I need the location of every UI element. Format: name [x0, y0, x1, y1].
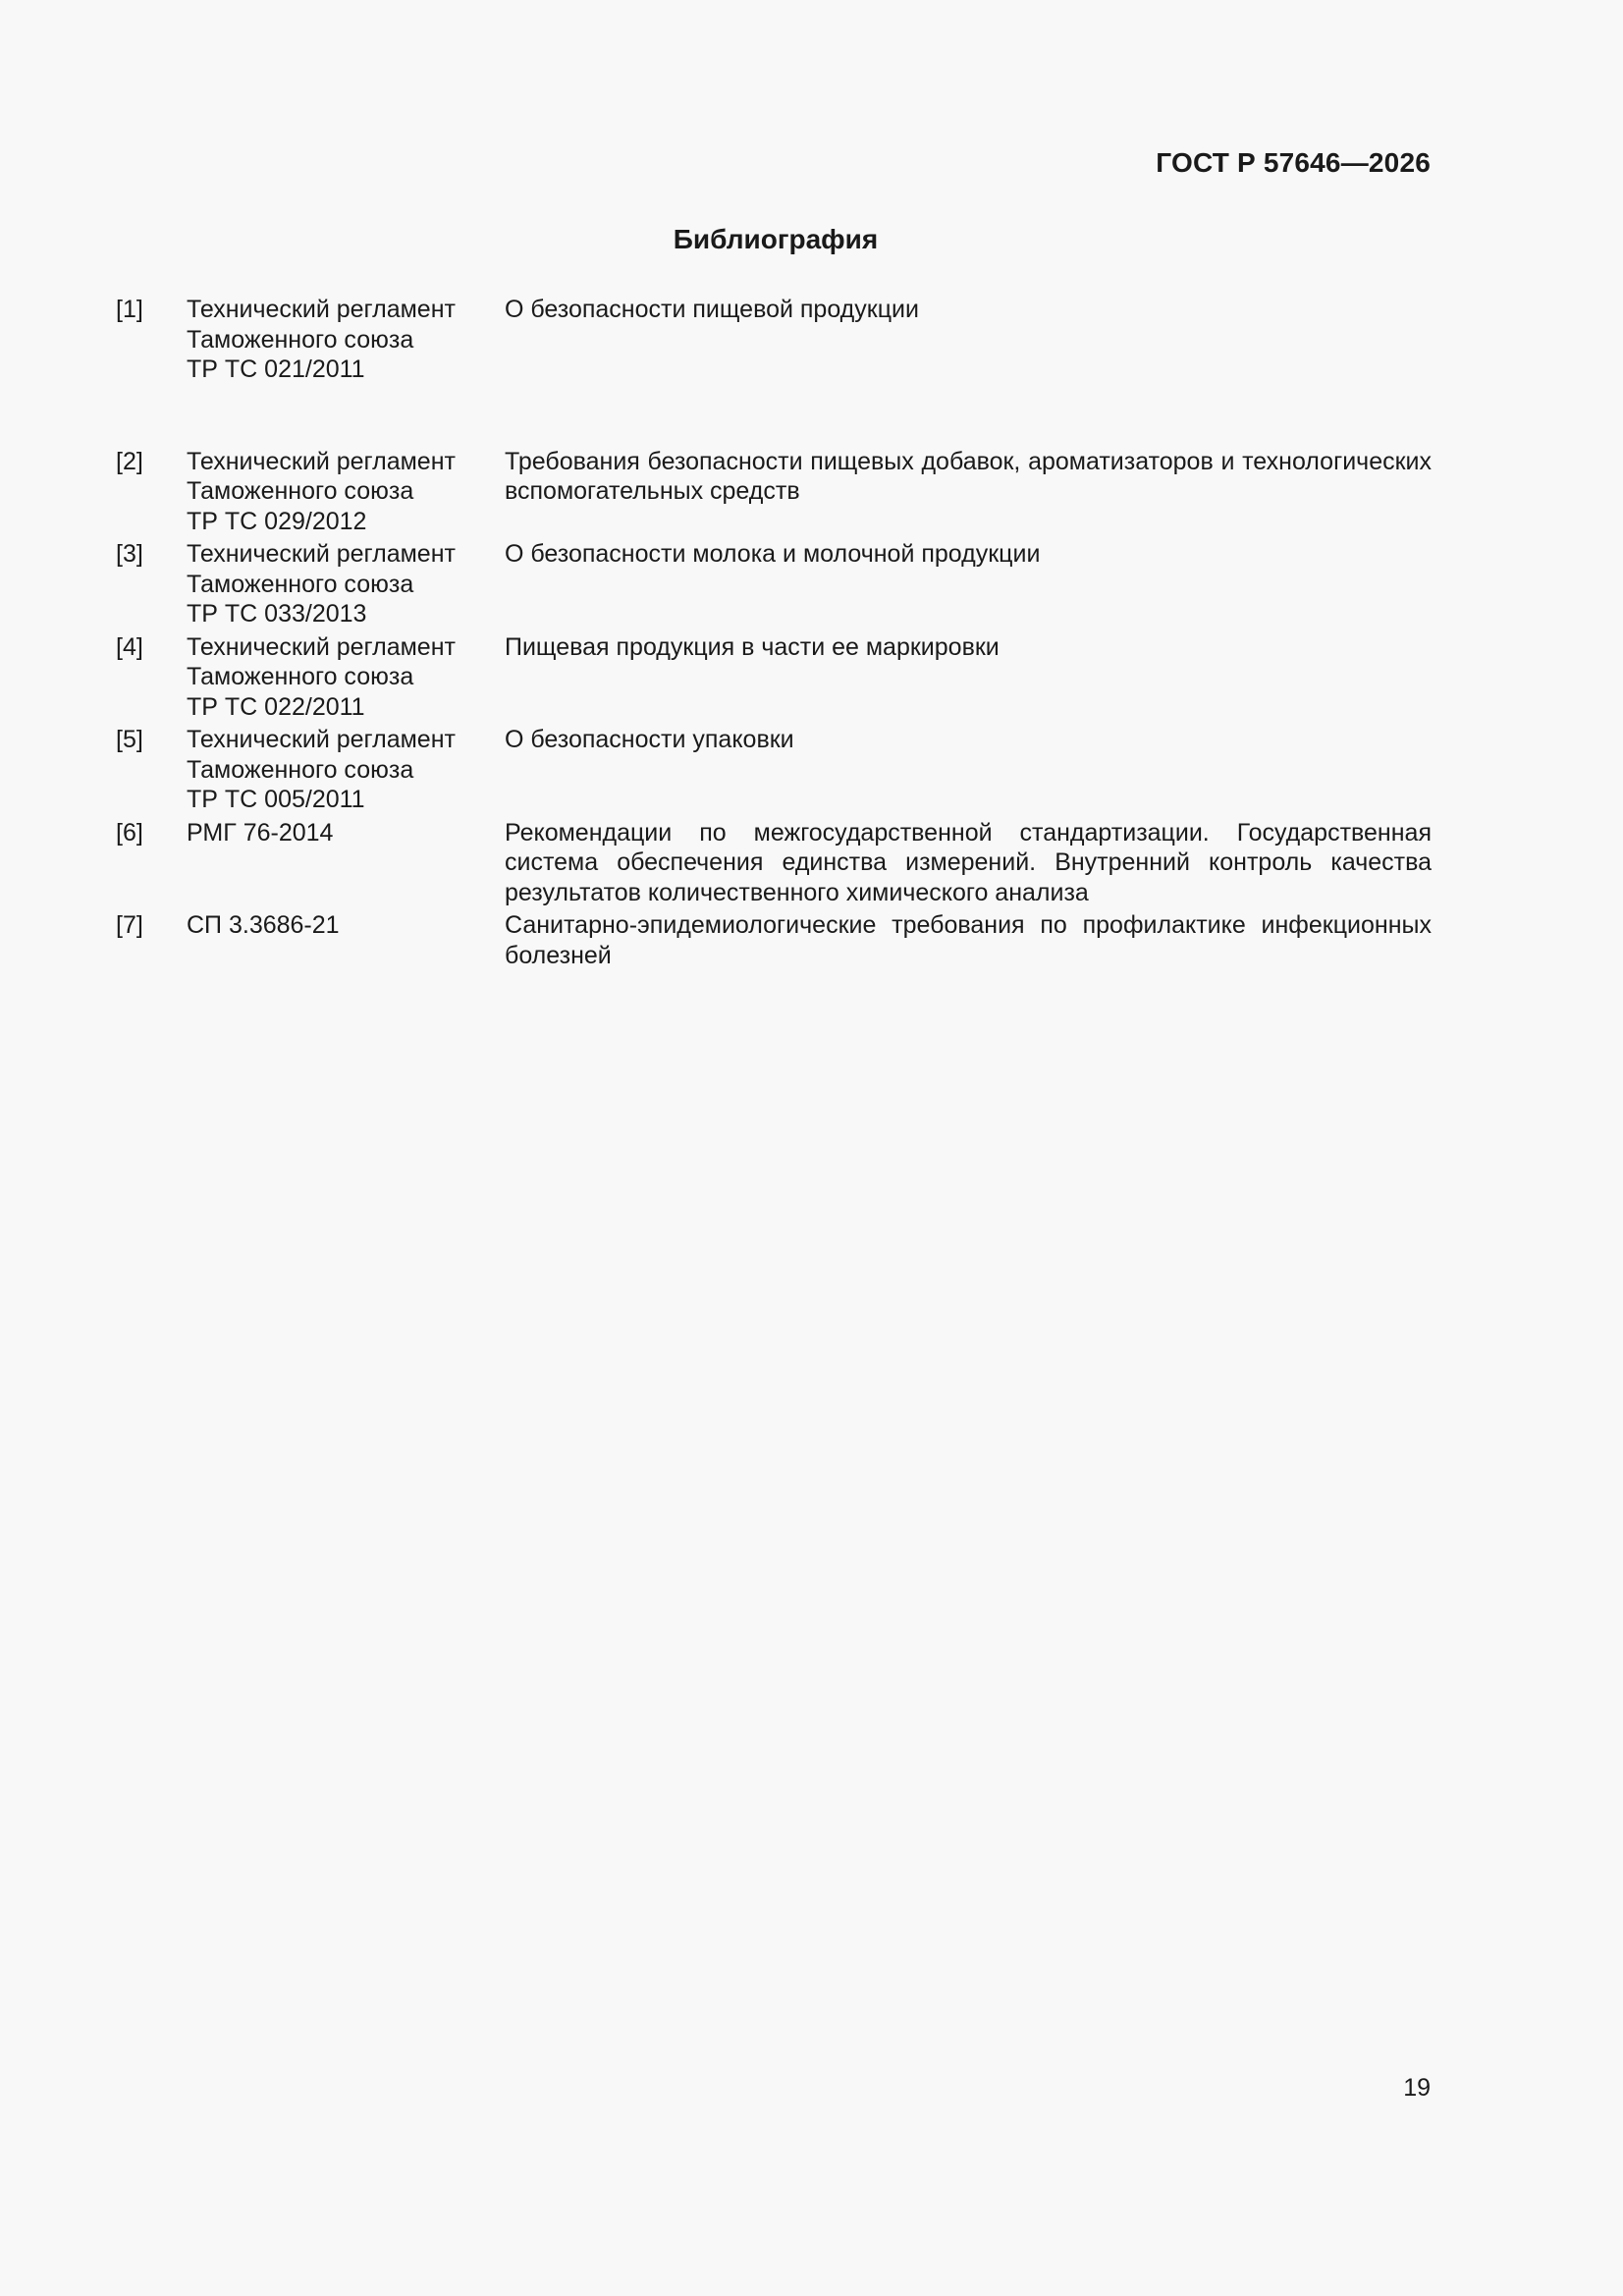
entry-source-line: ТР ТС 029/2012 [187, 507, 367, 535]
entry-number: [5] [116, 726, 143, 753]
entry-number: [3] [116, 540, 143, 568]
bibliography-entry [116, 447, 1432, 537]
bibliography-entry [116, 725, 1432, 815]
entry-source-line: Таможенного союза [187, 325, 414, 354]
entry-number: [4] [116, 632, 143, 661]
entry-source-line: РМГ 76-2014 [187, 818, 334, 847]
entry-source-line: ТР ТС 022/2011 [187, 692, 365, 721]
entry-source-line: ТР ТС 021/2011 [187, 355, 365, 383]
entry-title: О безопасности молока и молочной продукции [505, 540, 1041, 568]
entry-source-line: ТР ТС 033/2013 [187, 600, 367, 628]
bibliography-entry [116, 539, 1432, 629]
bibliography-entry [116, 295, 1432, 385]
entry-title: О безопасности пищевой продукции [505, 296, 919, 323]
entry-source-line: Таможенного союза [187, 755, 414, 784]
entry-source [187, 539, 505, 629]
entry-source [187, 447, 505, 537]
entry-source-line: Таможенного союза [187, 477, 414, 505]
entry-title: Требования безопасности пищевых добавок, ароматизаторов и технологических вспомогательных средств [505, 447, 1432, 505]
entry-source-line: Таможенного союза [187, 663, 414, 690]
entry-title: Рекомендации по межгосударственной стандартизации. Государственная система обеспечения единства измерений. Внутренний контроль качества результатов количественного химического анализа [505, 818, 1432, 906]
entry-title: Санитарно-эпидемиологические требования по профилактике инфекционных болезней [505, 911, 1432, 969]
entry-source-line: Технический регламент [187, 632, 456, 661]
entry-source [187, 725, 505, 815]
bibliography-entry [116, 632, 1432, 723]
entry-source-line: ТР ТС 005/2011 [187, 786, 365, 813]
entry-source [187, 910, 505, 941]
entry-title: Пищевая продукция в части ее маркировки [505, 632, 1000, 661]
page-number: 19 [1403, 2074, 1431, 2102]
entry-source-line: Таможенного союза [187, 570, 414, 598]
entry-source [187, 295, 505, 385]
entry-source-line: Технический регламент [187, 726, 456, 753]
entry-number: [1] [116, 296, 143, 323]
bibliography-entry [116, 910, 1432, 970]
bibliography-list [116, 295, 1432, 973]
entry-source-line: Технический регламент [187, 296, 456, 323]
entry-number: [7] [116, 911, 143, 939]
entry-source-line: Технический регламент [187, 540, 456, 568]
entry-source-line: Технический регламент [187, 447, 456, 475]
entry-source-line: СП 3.3686-21 [187, 911, 340, 939]
bibliography-heading: Библиография [673, 224, 879, 254]
entry-title: О безопасности упаковки [505, 726, 794, 753]
entry-number: [6] [116, 818, 143, 847]
entry-source [187, 818, 505, 848]
entry-source [187, 632, 505, 723]
document-code: ГОСТ Р 57646—2026 [1156, 147, 1431, 178]
entry-number: [2] [116, 447, 143, 475]
bibliography-entry [116, 818, 1432, 908]
